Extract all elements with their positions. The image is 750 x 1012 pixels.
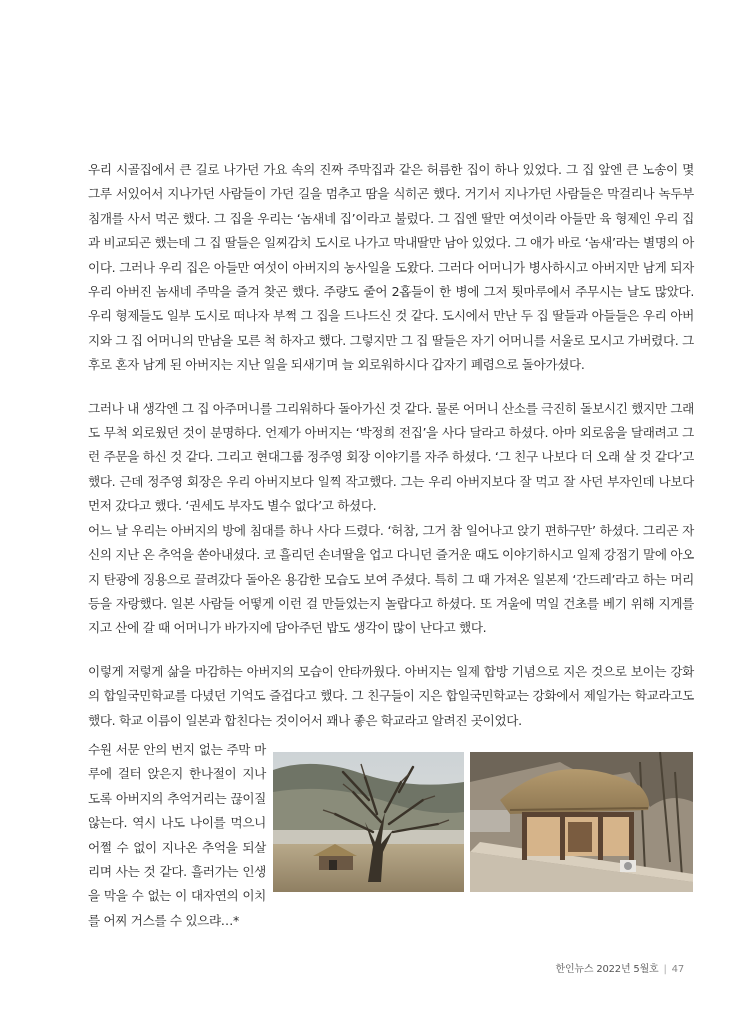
paragraph-3: 어느 날 우리는 아버지의 방에 침대를 하나 사다 드렸다. ‘허참, 그거 참 일어나고 앉기 편하구만’ 하셨다. 그리곤 자신의 지난 온 추억을 쏟아내셨다. 코 흘리던 손녀딸을 업고 다니던 즐거운 때도 이야기하시고 일제 강점기 말에 아오지 탄광에 징용으로 끌려갔다 돌아온 용감한 모습도 보여 주셨다. 특히 그 때 가져온 일본제 ‘간드레’라고 하는 머리등을 자랑했다. 일본 사람들 어떻게 이런 걸 만들었는지 놀랍다고 하셨다. 또 겨울에 먹일 건초를 베기 위해 지게를 지고 산에 갈 때 어머니가 바가지에 담아주던 밥도 생각이 많이 난다고 했다. [88, 522, 694, 636]
page-number: 47 [671, 964, 684, 975]
article-body [88, 158, 694, 733]
paragraph-1: 우리 시골집에서 큰 길로 나가던 가요 속의 진짜 주막집과 같은 허름한 집이 하나 있었다. 그 집 앞엔 큰 노송이 몇 그루 서있어서 지나가던 사람들이 가던 길을 멈추고 땀을 식히곤 했다. 거기서 지나가던 사람들은 막걸리나 녹두부침개를 사서 먹곤 했다. 그 집을 우리는 ‘놈새네 집’이라고 불렀다. 그 집엔 딸만 여섯이라 아들만 육 형제인 우리 집과 비교되곤 했는데 그 집 딸들은 일찌감치 도시로 나가고 막내딸만 남아 있었다. 그 애가 바로 ‘놈새’라는 별명의 아이다. 그러나 우리 집은 아들만 여섯이 아버지의 농사일을 도왔다. 그러다 어머니가 병사하시고 아버지만 남게 되자 우리 아버진 놈새네 주막을 즐겨 찾곤 했다. 주량도 줄어 2홉들이 한 병에 그저 툇마루에서 주무시는 날도 많았다. 우리 형제들도 일부 도시로 떠나자 부쩍 그 집을 드나드신 것 같다. 도시에서 만난 두 집 딸들과 아들들은 우리 아버지와 그 집 어머니의 만남을 모른 척 하자고 했다. 그렇지만 그 집 딸들은 자기 어머니를 서울로 모시고 가버렸다. 그 후로 혼자 남게 된 아버지는 지난 일을 되새기며 늘 외로워하시다 갑자기 폐렴으로 돌아가셨다. [88, 162, 694, 373]
footer-separator: | [663, 964, 667, 975]
page-footer [556, 960, 685, 975]
paragraph-4: 이렇게 저렇게 삶을 마감하는 아버지의 모습이 안타까웠다. 아버지는 일제 합방 기념으로 지은 것으로 보이는 강화의 합일국민학교를 다녔던 기억도 즐겁다고 했다. 그 친구들이 지은 합일국민학교는 강화에서 제일가는 학교라고도 했다. 학교 이름이 일본과 합친다는 것이어서 꽤나 좋은 학교라고 알려진 곳이었다. [88, 663, 694, 728]
thatched-hut-under-old-tree-photo [273, 752, 464, 892]
publication-title: 한인뉴스 2022년 5월호 [555, 964, 659, 975]
thatched-roof-building-photo [470, 752, 693, 892]
paragraph-2: 그러나 내 생각엔 그 집 아주머니를 그리워하다 돌아가신 것 같다. 물론 어머니 산소를 극진히 돌보시긴 했지만 그래도 무척 외로웠던 것이 분명하다. 언제가 아버지는 ‘박정희 전집’을 사다 달라고 하셨다. 아마 외로움을 달래려고 그런 주문을 하신 것 같다. 그리고 현대그룹 정주영 회장 이야기를 자주 하셨다. ‘그 친구 나보다 더 오래 살 것 같다’고 했다. 근데 정주영 회장은 우리 아버지보다 일찍 작고했다. 그는 우리 아버지보다 잘 먹고 잘 사던 부자인데 나보다 먼저 갔다고 했다. ‘권세도 부자도 별수 없다’고 하셨다. [88, 400, 694, 514]
closing-paragraph: 수원 서문 안의 번지 없는 주막 마루에 걸터 앉은지 한나절이 지나도록 아버지의 추억거리는 끊이질 않는다. 역시 나도 나이를 먹으니 어쩔 수 없이 지나온 추억을 되살리며 사는 것 같다. 흘러가는 인생을 막을 수 없는 이 대자연의 이치를 어찌 거스를 수 있으랴…* [88, 742, 266, 928]
